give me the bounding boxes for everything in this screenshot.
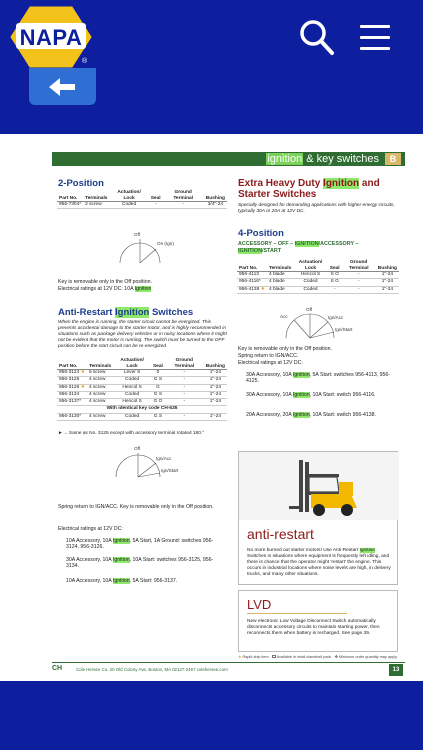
- heavy-duty-description: Specially designed for demanding applications with higher energy circuits, typically 30A or 20A at 12V DC.: [238, 203, 395, 214]
- rating-item: 10A Accessory, 10A Ignition, 5A Start: 956-3137.: [66, 578, 178, 584]
- four-position-subtitle: ACCESSORY – OFF – IGNITION/ACCESSORY – IGNITION/START: [238, 241, 359, 254]
- lvd-text: New electronic Low Voltage Disconnect Switch automatically disconnects accessory circuits to maintain starting power, then reconnects them when battery is recharged. See page 39.: [247, 619, 380, 636]
- table-row: 956-3125 4 screw Coded G S - 1"-24: [57, 377, 227, 384]
- lvd-promo: [238, 590, 398, 652]
- four-position-table: Part No. Terminals Actuation/ Lock Seal Ground Terminal Bushing 956-4113 4 blade Hencol S S O - 1"-24 956-4116* 4 blade Coded S G - 1"-24 956-4138 ★ 4 blade Coded - - 1"-24: [237, 260, 399, 294]
- anti-restart-box-title: anti-restart: [247, 526, 314, 542]
- anti-restart-promo: [238, 451, 398, 585]
- anti-restart-title: Anti-Restart Ignition Switches: [58, 307, 194, 318]
- four-position-diagram: [272, 300, 362, 344]
- back-arrow-icon: [49, 78, 77, 96]
- rating-item: 30A Accessory, 10A Ignition, 10A Start: switches 956-3125, 956-3134.: [66, 557, 214, 570]
- rating-item: 10A Accessory, 10A Ignition, 5A Start, 1A Ground: switches 956-3124, 956-3126.: [66, 538, 214, 551]
- anti-restart-diagram: [108, 439, 188, 483]
- anti-restart-table: Part No. Terminals Actuation/ Lock Seal Ground Terminal Bushing 956-3124 ★ 5 screw Lever S 0 - 1"-24 956-3125 4 screw Coded G S - 1"-24 956-3126 ★ 4 screw Hencol S G - 1"-24 956-3134 4 screw Coded G S - 1"-24 956-3137* 4 screw Hencol S G O - 1"-24 With identical key code CH-535 956-3130* 4 screw Coded G S - 1"-24: [57, 358, 227, 421]
- table-row: 956-4138 ★ 4 blade Coded - - 1"-24: [237, 286, 399, 293]
- anti-restart-footnote: ►→ Same as No. 3125 except with accessory terminal rotated 180.°: [58, 431, 205, 436]
- diagram-label: Off: [134, 446, 141, 451]
- back-button[interactable]: [29, 68, 96, 105]
- catalog-page: [52, 152, 405, 678]
- section-band: [52, 152, 405, 166]
- page-footer: [52, 662, 405, 678]
- table-row: 956-3137* 4 screw Hencol S G O - 1"-24: [57, 399, 227, 406]
- lvd-title: LVD: [247, 597, 272, 612]
- search-button[interactable]: [297, 18, 337, 58]
- table-subheader: With identical key code CH-535: [57, 406, 227, 413]
- table-row: 956-3134 4 screw Coded G S - 1"-24: [57, 391, 227, 398]
- table-row: 956-7304* 2 screw Coded - - 3/4"-24: [57, 202, 227, 209]
- four-position-spring-note: Spring return to IGN/ACC.: [238, 353, 299, 359]
- two-position-ratings: Electrical ratings at 12V DC: 10A Ignition: [58, 286, 152, 292]
- table-row: 956-4116* 4 blade Coded S G - 1"-24: [237, 279, 399, 286]
- anti-restart-note: Spring return to IGN/ACC. Key is removable only in the Off position.: [58, 504, 214, 510]
- anti-restart-ratings-label: Electrical ratings at 12V DC:: [58, 526, 123, 532]
- registered-mark: ®: [82, 58, 88, 65]
- table-row: 956-3126 ★ 4 screw Hencol S G - 1"-24: [57, 384, 227, 391]
- forklift-image: [239, 452, 399, 520]
- two-position-title: 2-Position: [58, 178, 104, 189]
- rating-item: 30A Accessory, 10A Ignition, 10A Start: switch 956-4116.: [246, 392, 376, 398]
- four-position-title: 4-Position: [238, 228, 284, 239]
- table-row: 956-3130* 4 screw Coded G S - 1"-24: [57, 413, 227, 420]
- diagram-label: Acc: [280, 314, 288, 319]
- napa-logo[interactable]: [10, 6, 92, 68]
- catalog-page-viewer[interactable]: [0, 134, 423, 681]
- four-position-ratings-label: Electrical ratings at 12V DC:: [238, 360, 303, 366]
- table-row: 956-3124 ★ 5 screw Lever S 0 - 1"-24: [57, 370, 227, 377]
- rating-item: 20A Accessory, 20A Ignition, 10A Start: switch 956-4138.: [246, 412, 376, 418]
- two-position-note: Key is removable only in the Off position.: [58, 279, 152, 285]
- diagram-label: Ign/Start: [161, 468, 179, 473]
- diagram-label: Ign/Acc: [156, 456, 172, 461]
- legend: ★ Rapid ship item Available in retail clamshell pack ❖ Minimum order quantity may apply.: [238, 655, 398, 659]
- anti-restart-description: When the engine is running, the starter circuit cannot be energized. This prevents accidental damage to the starter motor, and is highly recommended in situations such as package delivery vehicles or in noisy locations where it might not be evident that the motor is running. The switch must be turned to the OFF position before the start circuit can be re-energized.: [58, 320, 227, 349]
- section-title: ignition & key switches: [267, 153, 379, 165]
- logo-text: NAPA: [19, 25, 83, 50]
- footer-logo: CH: [52, 665, 63, 672]
- anti-restart-box-text: No more burned out starter motors! Use Anti-Restart Ignition Switches in situations where equipment is frequently left idling, and there is chance that the operator might 'restart' the engine. This occurs in industrial locations where noise levels are high, in delivery trucks, and many other situations.: [247, 548, 391, 577]
- four-position-note: Key is removable only in the Off position.: [238, 346, 332, 352]
- heavy-duty-title: Extra Heavy Duty Ignition and Starter Switches: [238, 178, 380, 200]
- section-tab: B: [385, 153, 401, 165]
- app-header: [0, 0, 423, 72]
- two-position-diagram: [110, 227, 180, 271]
- rating-item: 30A Accessory, 10A Ignition, 5A Start: switches 956-4113, 956-4125.: [246, 372, 390, 385]
- page-number: 13: [389, 664, 403, 676]
- two-position-table: Part No. Terminals Actuation/ Lock Seal Ground Terminal Bushing 956-7304* 2 screw Coded - - 3/4"-24: [57, 190, 227, 209]
- diagram-label: Ign/Acc: [328, 315, 344, 320]
- menu-button[interactable]: [356, 21, 396, 55]
- table-row: 956-4113 4 blade Hencol S S O - 1"-24: [237, 272, 399, 279]
- diagram-label: Off: [306, 307, 313, 312]
- diagram-label: On (Ign): [157, 241, 174, 246]
- diagram-label: Off: [134, 232, 141, 237]
- footer-address: Cole Hersee Co. 20 Old Colony Ave, Boston, MA 02127-2467 colehersee.com: [76, 667, 228, 672]
- diagram-label: Ign/Start: [335, 327, 353, 332]
- search-icon: [297, 18, 337, 58]
